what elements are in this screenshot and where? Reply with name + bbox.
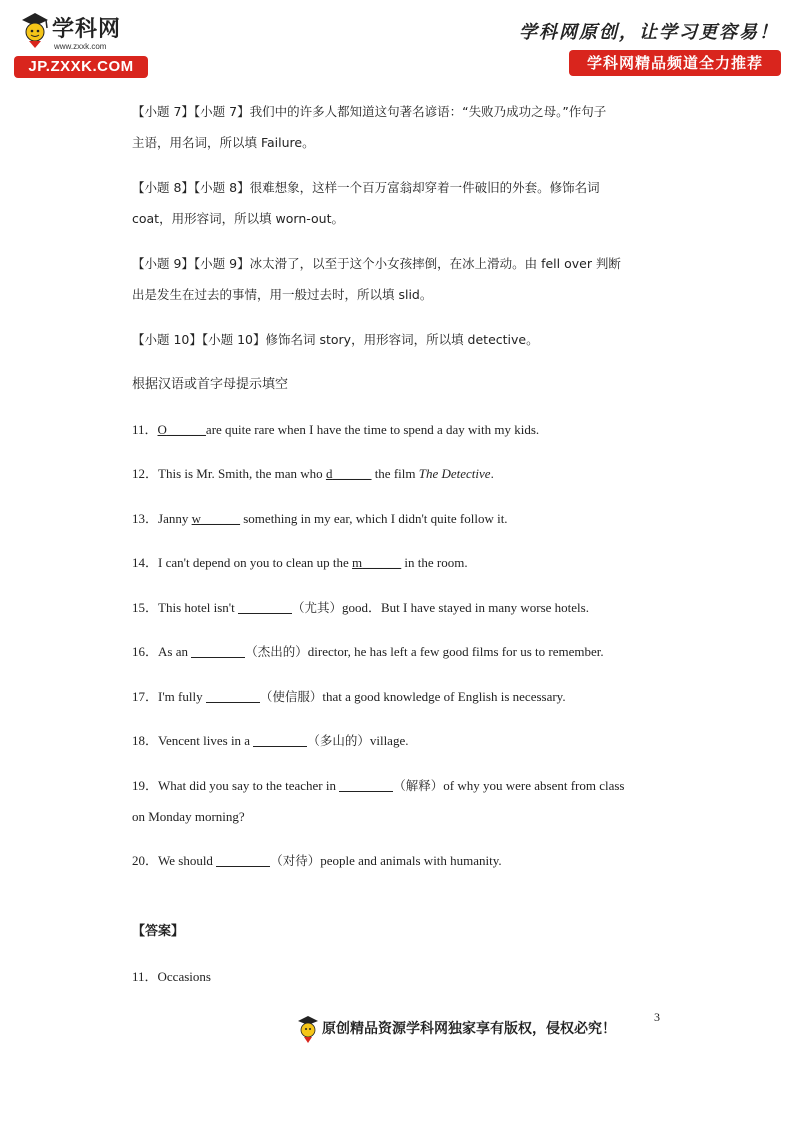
hint-letter: O [157,421,167,437]
answer-blank[interactable] [216,852,270,867]
hint-letter: w [191,510,201,526]
chinese-hint: （解释） [393,777,444,793]
question-20 [132,845,667,876]
question-13 [132,503,667,534]
question-line [132,770,667,801]
question-number: 19． [132,777,159,793]
hint-letter: d [325,466,333,481]
answer-blank[interactable] [191,643,245,658]
zxxk-logo[interactable] [12,10,152,80]
explanation-line: 【小题 7】【小题 7】我们中的许多人都知道这句著名谚语：“失败乃成功之母。”作句子 [132,104,607,119]
chinese-hint: （尤其） [292,599,343,615]
answer-blank[interactable]: ______ [362,555,402,570]
question-text: This hotel isn't [158,599,238,615]
question-16 [132,636,667,667]
question-number: 18． [132,733,159,748]
answer-blank[interactable]: ______ [332,466,372,481]
question-text: I'm fully [158,688,206,704]
question-text: good．But I have stayed in many worse hotels. [342,599,589,615]
header-slogan: 学科网原创，让学习更容易！ [519,22,779,43]
question-text: As an [158,644,192,659]
question-text: What did you say to the teacher in [158,777,340,793]
question-17 [132,681,667,712]
mascot-icon [296,1014,320,1044]
question-number: 11． [132,421,158,437]
answer-blank[interactable] [253,732,307,747]
question-text: Vencent lives in a [158,733,254,748]
explanation-line: coat，用形容词，所以填 worn-out。 [132,211,344,226]
answer-blank[interactable] [206,688,260,703]
question-text: something in my ear, which I didn't quite follow it. [240,510,508,526]
hint-letter: m [352,555,363,570]
explanation-line: 【小题 9】【小题 9】冰太滑了，以至于这个小女孩摔倒，在冰上滑动。由 fell over 判断 [132,256,621,271]
question-text: are quite rare when I have the time to spend a day with my kids. [205,421,540,437]
page-number: 3 [654,1010,660,1024]
explanation-8 [132,172,667,234]
explanation-line: 【小题 10】【小题 10】修饰名词 story，用形容词，所以填 detective。 [132,332,539,347]
question-15 [132,592,667,623]
question-text: director, he has left a few good films for us to remember. [307,644,604,659]
question-18 [132,725,667,756]
question-text: This is Mr. Smith, the man who [158,466,326,481]
question-text: that a good knowledge of English is necessary. [322,688,566,704]
question-19 [132,770,667,832]
explanation-line: 【小题 8】【小题 8】很难想象，这样一个百万富翁却穿着一件破旧的外套。修饰名词 [132,180,600,195]
question-text: I can't depend on you to clean up the [158,555,353,570]
section-title: 根据汉语或首字母提示填空 [132,377,289,392]
question-number: 15． [132,599,159,615]
answer-11: 11．Occasions [132,969,211,984]
question-text: people and animals with humanity. [320,853,502,868]
answer-heading: 【答案】 [132,924,185,939]
explanation-9 [132,248,667,310]
question-number: 12． [132,466,159,481]
explanation-line: 出是发生在过去的事情，用一般过去时，所以填 slid。 [132,287,433,302]
answer-blank[interactable] [339,777,393,792]
question-number: 14． [132,555,159,570]
question-text: . [490,466,494,481]
chinese-hint: （杰出的） [245,644,308,659]
explanation-10 [132,324,667,355]
mascot-icon [18,10,52,50]
chinese-hint: （对待） [270,853,321,868]
logo-url: www.zxxk.com [54,42,107,51]
answer-blank[interactable] [238,599,292,614]
question-12 [132,458,667,489]
explanation-7 [132,96,667,158]
question-number: 17． [132,688,159,704]
question-text: Janny [158,510,192,526]
logo-badge[interactable]: JP.ZXXK.COM [14,56,148,78]
question-text: We should [158,853,217,868]
chinese-hint: （使信服） [259,688,323,704]
promo-banner[interactable]: 学科网精品频道全力推荐 [569,50,781,76]
page-footer [0,1008,793,1048]
answer-blank[interactable]: ______ [201,510,240,526]
question-number: 20． [132,853,159,868]
page-header [0,0,793,86]
question-text: in the room. [401,555,468,570]
question-text: on Monday morning? [132,808,245,824]
question-text: the film [371,466,419,481]
answer-blank[interactable]: ______ [166,421,206,437]
question-number: 16． [132,644,159,659]
explanation-line: 主语，用名词，所以填 Failure。 [132,135,315,150]
document-body [132,96,667,1006]
question-11 [132,414,667,445]
question-14 [132,547,667,578]
copyright-notice: 原创精品资源学科网独家享有版权，侵权必究！ [322,1021,616,1037]
logo-name: 学科网 [52,17,122,42]
question-text: village. [369,733,409,748]
question-number: 13． [132,510,159,526]
film-title: The Detective [418,466,491,481]
question-text: of why you were absent from class [443,777,625,793]
chinese-hint: （多山的） [307,733,370,748]
